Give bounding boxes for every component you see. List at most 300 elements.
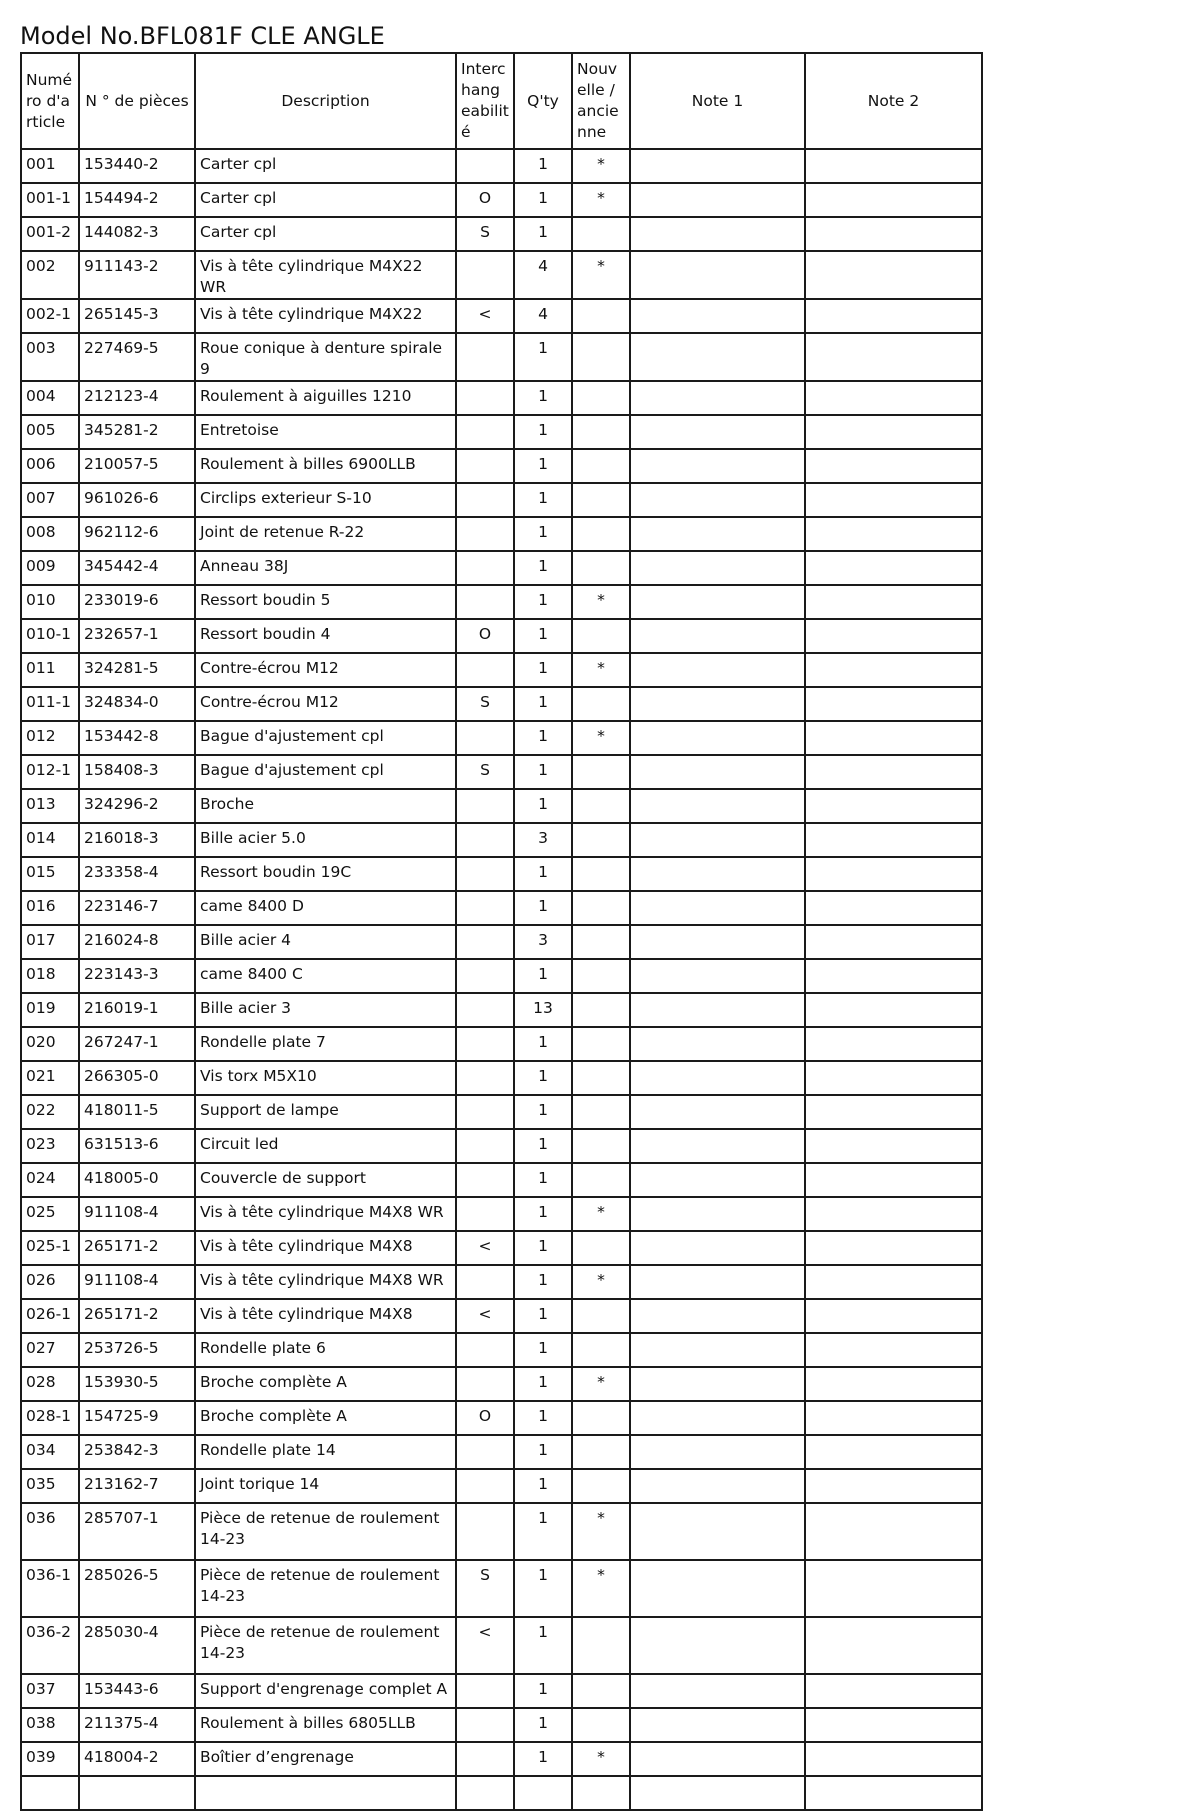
cell-note-2 bbox=[805, 1742, 982, 1776]
table-row bbox=[21, 415, 982, 449]
cell-part-number: 210057-5 bbox=[79, 449, 195, 483]
cell-note-1 bbox=[630, 1742, 805, 1776]
cell-item-number: 002-1 bbox=[21, 299, 79, 333]
cell-part-number: 265145-3 bbox=[79, 299, 195, 333]
cell-note-2 bbox=[805, 483, 982, 517]
cell-note-2 bbox=[805, 959, 982, 993]
parts-table bbox=[20, 52, 983, 1811]
cell-interchangeability bbox=[456, 1061, 514, 1095]
cell-part-number: 232657-1 bbox=[79, 619, 195, 653]
cell-note-1 bbox=[630, 1163, 805, 1197]
cell-item-number: 012 bbox=[21, 721, 79, 755]
cell-quantity: 1 bbox=[514, 891, 572, 925]
cell-note-2 bbox=[805, 823, 982, 857]
header-part-number: N ° de pièces bbox=[79, 53, 195, 149]
cell-new-old bbox=[572, 619, 630, 653]
cell-item-number: 006 bbox=[21, 449, 79, 483]
cell-part-number: 211375-4 bbox=[79, 1708, 195, 1742]
table-row bbox=[21, 1367, 982, 1401]
cell-note-2 bbox=[805, 551, 982, 585]
cell-note-1 bbox=[630, 1560, 805, 1617]
cell-item-number: 018 bbox=[21, 959, 79, 993]
table-row bbox=[21, 687, 982, 721]
table-row bbox=[21, 1708, 982, 1742]
cell-part-number: 911143-2 bbox=[79, 251, 195, 299]
cell-interchangeability bbox=[456, 857, 514, 891]
cell-part-number: 153440-2 bbox=[79, 149, 195, 183]
cell-new-old bbox=[572, 755, 630, 789]
cell-new-old bbox=[572, 517, 630, 551]
cell-new-old: * bbox=[572, 1560, 630, 1617]
cell-quantity: 1 bbox=[514, 217, 572, 251]
cell-part-number: 153930-5 bbox=[79, 1367, 195, 1401]
cell-description: Pièce de retenue de roulement 14-23 bbox=[195, 1617, 456, 1674]
table-row bbox=[21, 1061, 982, 1095]
cell-note-2 bbox=[805, 183, 982, 217]
cell-quantity: 1 bbox=[514, 183, 572, 217]
cell-quantity: 1 bbox=[514, 1708, 572, 1742]
cell-interchangeability: < bbox=[456, 299, 514, 333]
cell-part-number: 418011-5 bbox=[79, 1095, 195, 1129]
cell-note-2 bbox=[805, 149, 982, 183]
cell-note-1 bbox=[630, 1095, 805, 1129]
cell-note-2 bbox=[805, 415, 982, 449]
cell-quantity: 1 bbox=[514, 619, 572, 653]
cell-description: Carter cpl bbox=[195, 183, 456, 217]
cell-note-1 bbox=[630, 517, 805, 551]
cell-new-old: * bbox=[572, 653, 630, 687]
cell-description: Joint torique 14 bbox=[195, 1469, 456, 1503]
table-row bbox=[21, 1435, 982, 1469]
cell-part-number: 154494-2 bbox=[79, 183, 195, 217]
cell-new-old bbox=[572, 857, 630, 891]
cell-item-number: 016 bbox=[21, 891, 79, 925]
cell-new-old bbox=[572, 483, 630, 517]
cell-note-1 bbox=[630, 415, 805, 449]
cell-note-1 bbox=[630, 251, 805, 299]
cell-note-1 bbox=[630, 1265, 805, 1299]
cell-interchangeability: O bbox=[456, 1401, 514, 1435]
cell-description: Vis à tête cylindrique M4X8 bbox=[195, 1299, 456, 1333]
cell-item-number: 004 bbox=[21, 381, 79, 415]
cell-part-number: 216024-8 bbox=[79, 925, 195, 959]
cell-note-1 bbox=[630, 789, 805, 823]
cell-new-old: * bbox=[572, 183, 630, 217]
table-row bbox=[21, 251, 982, 299]
cell-new-old bbox=[572, 959, 630, 993]
cell-note-1 bbox=[630, 1061, 805, 1095]
cell-quantity: 1 bbox=[514, 415, 572, 449]
cell-item-number: 022 bbox=[21, 1095, 79, 1129]
cell-note-1 bbox=[630, 1129, 805, 1163]
cell-item-number: 010 bbox=[21, 585, 79, 619]
cell-new-old: * bbox=[572, 1742, 630, 1776]
cell-description: Circlips exterieur S-10 bbox=[195, 483, 456, 517]
cell-new-old bbox=[572, 333, 630, 381]
cell-description: Bille acier 5.0 bbox=[195, 823, 456, 857]
cell-interchangeability bbox=[456, 449, 514, 483]
cell-interchangeability: < bbox=[456, 1299, 514, 1333]
cell-interchangeability bbox=[456, 1503, 514, 1560]
cell-interchangeability: < bbox=[456, 1617, 514, 1674]
cell-description: Roue conique à denture spirale 9 bbox=[195, 333, 456, 381]
cell-part-number: 911108-4 bbox=[79, 1265, 195, 1299]
cell-note-1 bbox=[630, 925, 805, 959]
cell-description: Ressort boudin 4 bbox=[195, 619, 456, 653]
table-row bbox=[21, 925, 982, 959]
table-row bbox=[21, 789, 982, 823]
cell-description: Ressort boudin 5 bbox=[195, 585, 456, 619]
cell-note-1 bbox=[630, 217, 805, 251]
cell-interchangeability bbox=[456, 1435, 514, 1469]
cell-quantity: 1 bbox=[514, 1435, 572, 1469]
cell-part-number: 153442-8 bbox=[79, 721, 195, 755]
cell-new-old bbox=[572, 449, 630, 483]
cell-part-number: 345442-4 bbox=[79, 551, 195, 585]
table-row bbox=[21, 1742, 982, 1776]
cell-note-1 bbox=[630, 381, 805, 415]
cell-item-number bbox=[21, 1776, 79, 1810]
cell-description: Bille acier 3 bbox=[195, 993, 456, 1027]
cell-interchangeability bbox=[456, 721, 514, 755]
cell-part-number: 216018-3 bbox=[79, 823, 195, 857]
cell-item-number: 034 bbox=[21, 1435, 79, 1469]
cell-new-old bbox=[572, 1231, 630, 1265]
cell-new-old bbox=[572, 687, 630, 721]
cell-quantity: 1 bbox=[514, 959, 572, 993]
cell-description: Carter cpl bbox=[195, 149, 456, 183]
table-row bbox=[21, 755, 982, 789]
cell-note-2 bbox=[805, 1333, 982, 1367]
cell-note-2 bbox=[805, 217, 982, 251]
cell-note-2 bbox=[805, 1129, 982, 1163]
cell-part-number: 324281-5 bbox=[79, 653, 195, 687]
cell-part-number: 223146-7 bbox=[79, 891, 195, 925]
cell-description: Vis à tête cylindrique M4X8 WR bbox=[195, 1265, 456, 1299]
cell-part-number: 216019-1 bbox=[79, 993, 195, 1027]
cell-part-number: 345281-2 bbox=[79, 415, 195, 449]
cell-item-number: 011 bbox=[21, 653, 79, 687]
cell-quantity: 1 bbox=[514, 1367, 572, 1401]
cell-item-number: 039 bbox=[21, 1742, 79, 1776]
cell-item-number: 036 bbox=[21, 1503, 79, 1560]
cell-interchangeability bbox=[456, 251, 514, 299]
cell-part-number: 154725-9 bbox=[79, 1401, 195, 1435]
cell-part-number: 285707-1 bbox=[79, 1503, 195, 1560]
cell-item-number: 025-1 bbox=[21, 1231, 79, 1265]
cell-note-2 bbox=[805, 687, 982, 721]
cell-quantity: 1 bbox=[514, 755, 572, 789]
header-description: Description bbox=[195, 53, 456, 149]
table-row bbox=[21, 993, 982, 1027]
cell-note-2 bbox=[805, 993, 982, 1027]
cell-item-number: 023 bbox=[21, 1129, 79, 1163]
cell-interchangeability bbox=[456, 1027, 514, 1061]
cell-note-1 bbox=[630, 1776, 805, 1810]
cell-new-old bbox=[572, 1776, 630, 1810]
cell-new-old bbox=[572, 1708, 630, 1742]
cell-description: Bague d'ajustement cpl bbox=[195, 755, 456, 789]
cell-quantity bbox=[514, 1776, 572, 1810]
cell-part-number: 158408-3 bbox=[79, 755, 195, 789]
cell-item-number: 013 bbox=[21, 789, 79, 823]
cell-new-old bbox=[572, 823, 630, 857]
cell-new-old bbox=[572, 925, 630, 959]
cell-interchangeability bbox=[456, 415, 514, 449]
cell-interchangeability bbox=[456, 1674, 514, 1708]
cell-quantity: 3 bbox=[514, 925, 572, 959]
cell-description: Vis à tête cylindrique M4X8 WR bbox=[195, 1197, 456, 1231]
cell-part-number: 324296-2 bbox=[79, 789, 195, 823]
cell-note-2 bbox=[805, 251, 982, 299]
cell-description: Roulement à billes 6900LLB bbox=[195, 449, 456, 483]
table-header-row bbox=[21, 53, 982, 149]
cell-description: Broche complète A bbox=[195, 1401, 456, 1435]
cell-new-old bbox=[572, 1674, 630, 1708]
cell-new-old: * bbox=[572, 1503, 630, 1560]
cell-note-2 bbox=[805, 1617, 982, 1674]
cell-quantity: 1 bbox=[514, 1163, 572, 1197]
cell-description: Rondelle plate 7 bbox=[195, 1027, 456, 1061]
cell-part-number bbox=[79, 1776, 195, 1810]
cell-note-1 bbox=[630, 1367, 805, 1401]
cell-note-1 bbox=[630, 823, 805, 857]
cell-quantity: 1 bbox=[514, 1401, 572, 1435]
cell-note-2 bbox=[805, 381, 982, 415]
cell-interchangeability bbox=[456, 925, 514, 959]
cell-description bbox=[195, 1776, 456, 1810]
cell-description: Rondelle plate 14 bbox=[195, 1435, 456, 1469]
cell-description: Entretoise bbox=[195, 415, 456, 449]
cell-interchangeability bbox=[456, 891, 514, 925]
cell-description: Contre-écrou M12 bbox=[195, 653, 456, 687]
cell-interchangeability bbox=[456, 1469, 514, 1503]
table-row bbox=[21, 653, 982, 687]
cell-interchangeability bbox=[456, 381, 514, 415]
cell-quantity: 4 bbox=[514, 251, 572, 299]
cell-description: Rondelle plate 6 bbox=[195, 1333, 456, 1367]
cell-note-1 bbox=[630, 149, 805, 183]
cell-interchangeability bbox=[456, 653, 514, 687]
cell-interchangeability bbox=[456, 1333, 514, 1367]
header-new-old: Nouv elle / ancie nne bbox=[572, 53, 630, 149]
cell-new-old: * bbox=[572, 251, 630, 299]
cell-interchangeability bbox=[456, 1163, 514, 1197]
cell-note-1 bbox=[630, 1617, 805, 1674]
cell-new-old bbox=[572, 1469, 630, 1503]
cell-new-old bbox=[572, 1617, 630, 1674]
cell-item-number: 027 bbox=[21, 1333, 79, 1367]
cell-description: Ressort boudin 19C bbox=[195, 857, 456, 891]
cell-description: Bague d'ajustement cpl bbox=[195, 721, 456, 755]
cell-quantity: 1 bbox=[514, 1197, 572, 1231]
cell-description: Vis à tête cylindrique M4X22 WR bbox=[195, 251, 456, 299]
cell-part-number: 213162-7 bbox=[79, 1469, 195, 1503]
cell-interchangeability bbox=[456, 1095, 514, 1129]
table-row bbox=[21, 483, 982, 517]
cell-note-2 bbox=[805, 1674, 982, 1708]
table-row bbox=[21, 1617, 982, 1674]
cell-note-2 bbox=[805, 789, 982, 823]
cell-note-1 bbox=[630, 585, 805, 619]
cell-item-number: 011-1 bbox=[21, 687, 79, 721]
cell-interchangeability: S bbox=[456, 687, 514, 721]
cell-item-number: 002 bbox=[21, 251, 79, 299]
cell-quantity: 4 bbox=[514, 299, 572, 333]
cell-new-old bbox=[572, 381, 630, 415]
cell-interchangeability: S bbox=[456, 755, 514, 789]
cell-quantity: 1 bbox=[514, 1061, 572, 1095]
cell-new-old bbox=[572, 1299, 630, 1333]
cell-interchangeability bbox=[456, 1708, 514, 1742]
cell-quantity: 1 bbox=[514, 1560, 572, 1617]
cell-new-old: * bbox=[572, 1367, 630, 1401]
table-row bbox=[21, 721, 982, 755]
cell-note-1 bbox=[630, 653, 805, 687]
cell-item-number: 020 bbox=[21, 1027, 79, 1061]
cell-new-old bbox=[572, 1027, 630, 1061]
cell-description: came 8400 C bbox=[195, 959, 456, 993]
cell-quantity: 1 bbox=[514, 551, 572, 585]
cell-part-number: 285026-5 bbox=[79, 1560, 195, 1617]
table-row bbox=[21, 517, 982, 551]
cell-item-number: 026-1 bbox=[21, 1299, 79, 1333]
cell-interchangeability bbox=[456, 1742, 514, 1776]
cell-item-number: 025 bbox=[21, 1197, 79, 1231]
cell-item-number: 009 bbox=[21, 551, 79, 585]
table-row bbox=[21, 1129, 982, 1163]
cell-part-number: 153443-6 bbox=[79, 1674, 195, 1708]
cell-note-2 bbox=[805, 1469, 982, 1503]
cell-interchangeability bbox=[456, 333, 514, 381]
cell-note-2 bbox=[805, 721, 982, 755]
cell-part-number: 265171-2 bbox=[79, 1299, 195, 1333]
table-row bbox=[21, 333, 982, 381]
table-row bbox=[21, 1401, 982, 1435]
cell-quantity: 1 bbox=[514, 517, 572, 551]
table-row bbox=[21, 1163, 982, 1197]
cell-description: Roulement à billes 6805LLB bbox=[195, 1708, 456, 1742]
cell-item-number: 037 bbox=[21, 1674, 79, 1708]
header-quantity: Q'ty bbox=[514, 53, 572, 149]
cell-part-number: 253726-5 bbox=[79, 1333, 195, 1367]
cell-quantity: 1 bbox=[514, 857, 572, 891]
table-row bbox=[21, 1674, 982, 1708]
cell-interchangeability bbox=[456, 1265, 514, 1299]
cell-item-number: 015 bbox=[21, 857, 79, 891]
cell-note-2 bbox=[805, 755, 982, 789]
cell-note-2 bbox=[805, 1061, 982, 1095]
table-row bbox=[21, 823, 982, 857]
cell-note-1 bbox=[630, 721, 805, 755]
table-row bbox=[21, 217, 982, 251]
header-interchangeability: Interc hang eabilit é bbox=[456, 53, 514, 149]
table-row bbox=[21, 891, 982, 925]
cell-note-2 bbox=[805, 1503, 982, 1560]
cell-item-number: 021 bbox=[21, 1061, 79, 1095]
cell-note-2 bbox=[805, 333, 982, 381]
cell-part-number: 962112-6 bbox=[79, 517, 195, 551]
cell-part-number: 961026-6 bbox=[79, 483, 195, 517]
cell-quantity: 1 bbox=[514, 483, 572, 517]
cell-note-1 bbox=[630, 1333, 805, 1367]
cell-quantity: 1 bbox=[514, 149, 572, 183]
cell-part-number: 233019-6 bbox=[79, 585, 195, 619]
cell-item-number: 036-1 bbox=[21, 1560, 79, 1617]
cell-new-old bbox=[572, 217, 630, 251]
cell-note-2 bbox=[805, 449, 982, 483]
cell-description: Pièce de retenue de roulement 14-23 bbox=[195, 1560, 456, 1617]
cell-description: Roulement à aiguilles 1210 bbox=[195, 381, 456, 415]
cell-quantity: 1 bbox=[514, 1469, 572, 1503]
cell-note-1 bbox=[630, 1231, 805, 1265]
cell-new-old bbox=[572, 789, 630, 823]
cell-part-number: 227469-5 bbox=[79, 333, 195, 381]
cell-new-old bbox=[572, 415, 630, 449]
cell-note-2 bbox=[805, 1560, 982, 1617]
cell-note-2 bbox=[805, 1401, 982, 1435]
table-row bbox=[21, 299, 982, 333]
cell-note-2 bbox=[805, 1265, 982, 1299]
cell-item-number: 017 bbox=[21, 925, 79, 959]
cell-note-2 bbox=[805, 517, 982, 551]
cell-note-2 bbox=[805, 1367, 982, 1401]
cell-description: Vis à tête cylindrique M4X8 bbox=[195, 1231, 456, 1265]
cell-part-number: 212123-4 bbox=[79, 381, 195, 415]
cell-note-1 bbox=[630, 449, 805, 483]
table-row bbox=[21, 1027, 982, 1061]
cell-part-number: 266305-0 bbox=[79, 1061, 195, 1095]
table-row bbox=[21, 1299, 982, 1333]
cell-interchangeability bbox=[456, 483, 514, 517]
cell-note-1 bbox=[630, 993, 805, 1027]
cell-description: came 8400 D bbox=[195, 891, 456, 925]
table-row bbox=[21, 619, 982, 653]
cell-interchangeability bbox=[456, 1367, 514, 1401]
cell-note-2 bbox=[805, 619, 982, 653]
cell-note-1 bbox=[630, 687, 805, 721]
cell-interchangeability bbox=[456, 149, 514, 183]
cell-new-old bbox=[572, 1129, 630, 1163]
cell-new-old: * bbox=[572, 1197, 630, 1231]
cell-item-number: 038 bbox=[21, 1708, 79, 1742]
cell-note-2 bbox=[805, 299, 982, 333]
table-row bbox=[21, 585, 982, 619]
cell-part-number: 911108-4 bbox=[79, 1197, 195, 1231]
cell-note-1 bbox=[630, 1299, 805, 1333]
cell-quantity: 1 bbox=[514, 1265, 572, 1299]
cell-part-number: 267247-1 bbox=[79, 1027, 195, 1061]
cell-note-2 bbox=[805, 891, 982, 925]
cell-note-1 bbox=[630, 755, 805, 789]
cell-part-number: 223143-3 bbox=[79, 959, 195, 993]
cell-item-number: 007 bbox=[21, 483, 79, 517]
table-row bbox=[21, 1333, 982, 1367]
table-row bbox=[21, 1776, 982, 1810]
cell-item-number: 008 bbox=[21, 517, 79, 551]
table-row bbox=[21, 551, 982, 585]
cell-note-1 bbox=[630, 619, 805, 653]
cell-quantity: 1 bbox=[514, 585, 572, 619]
cell-description: Vis torx M5X10 bbox=[195, 1061, 456, 1095]
table-row bbox=[21, 381, 982, 415]
cell-part-number: 324834-0 bbox=[79, 687, 195, 721]
cell-note-2 bbox=[805, 1231, 982, 1265]
cell-quantity: 1 bbox=[514, 721, 572, 755]
cell-description: Broche complète A bbox=[195, 1367, 456, 1401]
header-note-2: Note 2 bbox=[805, 53, 982, 149]
cell-new-old bbox=[572, 1061, 630, 1095]
